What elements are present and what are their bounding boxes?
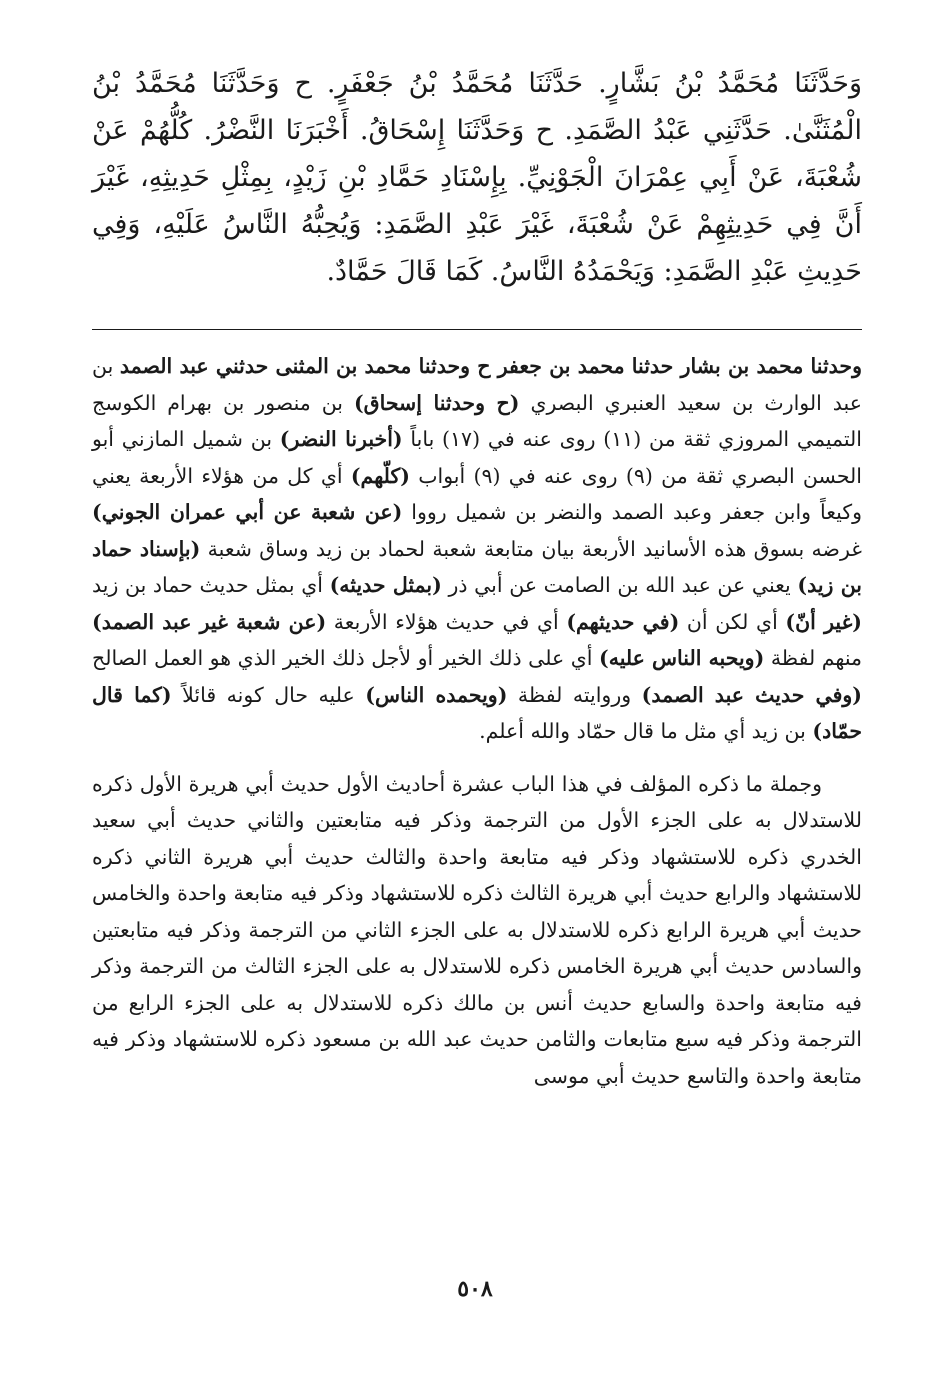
commentary-text-11: أي على ذلك الخير أو لأجل ذلك الخير الذي هو العمل الصالح <box>92 646 599 670</box>
commentary-bold-3: (أخبرنا النضر) <box>279 427 403 451</box>
commentary-bold-5: (عن شعبة عن أبي عمران الجوني) <box>92 500 403 524</box>
commentary-text-8: أي لكن أن <box>679 609 786 634</box>
commentary-text-7: أي بمثل حديث حماد بن زيد <box>92 573 330 597</box>
commentary-text-9: أي في حديث هؤلاء الأربعة <box>326 609 567 634</box>
commentary-text-14: بن زيد أي مثل ما قال حمّاد والله أعلم. <box>479 719 813 743</box>
commentary-bold-9: (في حديثهم) <box>566 609 680 634</box>
commentary-bold-7: (بمثل حديثه) <box>329 573 442 597</box>
commentary-bold-1: وحدثنا محمد بن بشار حدثنا محمد بن جعفر ح وحدثنا محمد بن المثنى حدثني عبد الصمد <box>119 354 863 378</box>
commentary-bold-6: (بإسناد حماد بن زيد) <box>92 536 863 597</box>
commentary-text-5: غرضه بسوق هذه الأسانيد الأربعة بيان متابعة شعبة لحماد بن زيد وساق شعبة <box>200 536 862 561</box>
commentary-text-4: أي كل من هؤلاء الأربعة يعني وكيعاً وابن جعفر وعبد الصمد والنضر بن شميل رووا <box>92 463 862 524</box>
commentary-bold-12: (وفي حديث عبد الصمد) <box>641 682 863 707</box>
commentary-text-2: بن منصور بن بهرام الكوسج التميمي المروزي ثقة من (١١) روى عنه في (١٧) باباً <box>92 390 862 451</box>
commentary-bold-10: (عن شعبة غير عبد الصمد) <box>92 609 327 634</box>
hadith-text: وَحَدَّثَنَا مُحَمَّدُ بْنُ بَشَّارٍ. حَدَّثَنَا مُحَمَّدُ بْنُ جَعْفَرٍ. ح وَحَدَّثَنَا مُحَمَّدُ بْنُ الْمُثَنَّىٰ. حَدَّثَنِي عَبْدُ الصَّمَدِ. ح وَحَدَّثَنَا إِسْحَاقُ. أَخْبَرَنَا النَّضْرُ. كُلُّهُمْ عَنْ شُعْبَةَ، عَنْ أَبِي عِمْرَانَ الْجَوْنِيِّ. بِإِسْنَادِ حَمَّادِ بْنِ زَيْدٍ، بِمِثْلِ حَدِيثِهِ، غَيْرَ أَنَّ فِي حَدِيثِهِمْ عَنْ شُعْبَةَ، غَيْرَ عَبْدِ الصَّمَدِ: وَيُحِبُّهُ النَّاسُ عَلَيْهِ، وَفِي حَدِيثِ عَبْدِ الصَّمَدِ: وَيَحْمَدُهُ النَّاسُ. كَمَا قَالَ حَمَّادٌ. <box>92 68 862 287</box>
commentary-bold-8: (غير أنّ) <box>785 609 862 634</box>
commentary-bold-11: (ويحبه الناس عليه) <box>599 646 765 670</box>
commentary-bold-14: (كما قال حمّاد) <box>92 682 862 743</box>
commentary-text-6: يعني عن عبد الله بن الصامت عن أبي ذر <box>441 573 798 597</box>
commentary-bold-4: (كلّهم) <box>350 463 410 488</box>
commentary-text-12: وروايته لفظة <box>507 682 642 707</box>
commentary-bold-13: (ويحمده الناس) <box>365 682 508 707</box>
page-body <box>92 60 862 1094</box>
commentary-paragraph <box>92 348 862 750</box>
commentary-text-3: بن شميل المازني أبو الحسن البصري ثقة من (٩) روى عنه في (٩) أبواب <box>92 427 863 488</box>
commentary-text-10: منهم لفظة <box>764 646 863 670</box>
commentary-text-1: بن عبد الوارث بن سعيد العنبري البصري <box>92 354 862 415</box>
summary-paragraph: وجملة ما ذكره المؤلف في هذا الباب عشرة أحاديث الأول حديث أبي هريرة الأول ذكره للاستدلال به على الجزء الأول من الترجمة وذكر فيه متابعتين والثاني حديث أبي سعيد الخدري ذكره للاستشهاد وذكر فيه متابعة واحدة والثالث حديث أبي هريرة الثاني ذكره للاستشهاد والرابع حديث أبي هريرة الثالث ذكره للاستشهاد وذكر فيه متابعة واحدة والخامس حديث أبي هريرة الرابع ذكره للاستدلال به على الجزء الثاني من الترجمة وذكر فيه متابعتين والسادس حديث أبي هريرة الخامس ذكره للاستدلال به على الجزء الثالث من الترجمة وذكر فيه متابعة واحدة والسابع حديث أنس بن مالك ذكره للاستدلال به على الجزء الرابع من الترجمة وذكر فيه سبع متابعات والثامن حديث عبد الله بن مسعود ذكره للاستشهاد وذكر فيه متابعة واحدة والتاسع حديث أبي موسى <box>92 771 863 1088</box>
commentary-bold-2: (ح وحدثنا إسحاق) <box>353 390 520 415</box>
section-divider <box>92 329 862 330</box>
page-number: ٥٠٨ <box>457 1276 493 1302</box>
commentary-text-13: عليه حال كونه قائلاً <box>171 682 366 707</box>
